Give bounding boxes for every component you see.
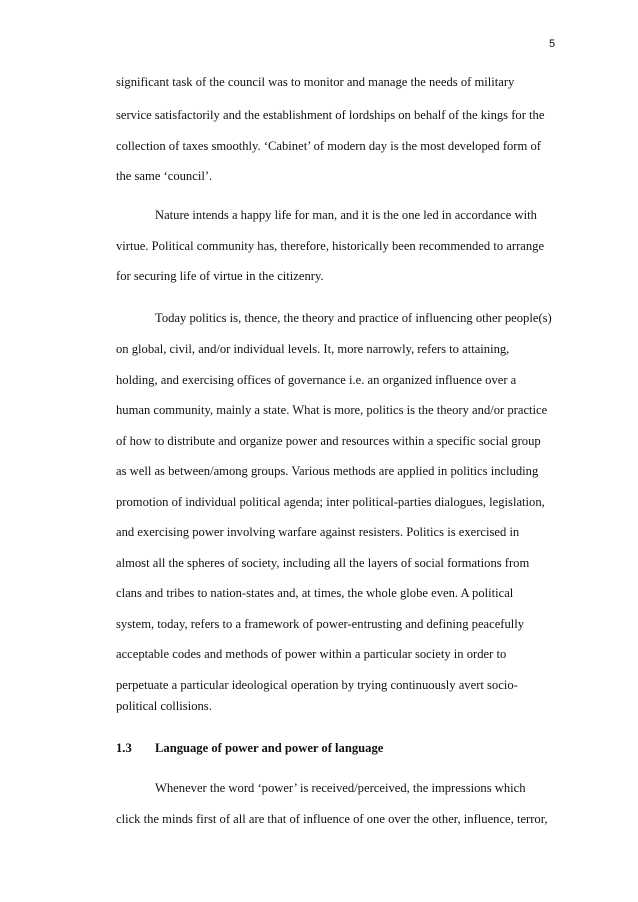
paragraph-3-line-10: clans and tribes to nation-states and, at times, the whole globe even. A political <box>116 586 514 600</box>
section-paragraph-line-1: Whenever the word ‘power’ is received/perceived, the impressions which <box>155 781 526 795</box>
paragraph-2-line-1: Nature intends a happy life for man, and it is the one led in accordance with <box>155 208 537 222</box>
page-number: 5 <box>549 38 556 50</box>
paragraph-3-line-12: acceptable codes and methods of power within a particular society in order to <box>116 647 507 661</box>
paragraph-1-line-2: service satisfactorily and the establishment of lordships on behalf of the kings for the <box>116 108 545 122</box>
paragraph-3-line-11: system, today, refers to a framework of power-entrusting and defining peacefully <box>116 617 525 631</box>
section-number: 1.3 <box>116 741 132 755</box>
paragraph-3-line-7: promotion of individual political agenda; inter political-parties dialogues, legislation, <box>116 495 545 509</box>
section-title: Language of power and power of language <box>155 741 384 755</box>
paragraph-1-line-1: significant task of the council was to monitor and manage the needs of military <box>116 75 515 89</box>
section-paragraph-line-2: click the minds first of all are that of influence of one over the other, influence, terror, <box>116 812 548 826</box>
paragraph-1-line-3: collection of taxes smoothly. ‘Cabinet’ of modern day is the most developed form of <box>116 139 541 153</box>
paragraph-2-line-3: for securing life of virtue in the citizenry. <box>116 269 324 283</box>
paragraph-3-line-5: of how to distribute and organize power and resources within a specific social group <box>116 434 541 448</box>
paragraph-3-line-2: on global, civil, and/or individual levels. It, more narrowly, refers to attaining, <box>116 342 510 356</box>
paragraph-3-line-6: as well as between/among groups. Various methods are applied in politics including <box>116 464 539 478</box>
paragraph-3-line-9: almost all the spheres of society, including all the layers of social formations from <box>116 556 530 570</box>
paragraph-3-line-1: Today politics is, thence, the theory and practice of influencing other people(s) <box>155 311 552 325</box>
paragraph-3-line-14: political collisions. <box>116 699 212 713</box>
paragraph-3-line-13: perpetuate a particular ideological operation by trying continuously avert socio- <box>116 678 518 692</box>
paragraph-1-line-4: the same ‘council’. <box>116 169 213 183</box>
paragraph-3-line-4: human community, mainly a state. What is more, politics is the theory and/or practice <box>116 403 548 417</box>
paragraph-3-line-3: holding, and exercising offices of governance i.e. an organized influence over a <box>116 373 517 387</box>
paragraph-3-line-8: and exercising power involving warfare against resisters. Politics is exercised in <box>116 525 520 539</box>
paragraph-2-line-2: virtue. Political community has, therefore, historically been recommended to arrange <box>116 239 545 253</box>
